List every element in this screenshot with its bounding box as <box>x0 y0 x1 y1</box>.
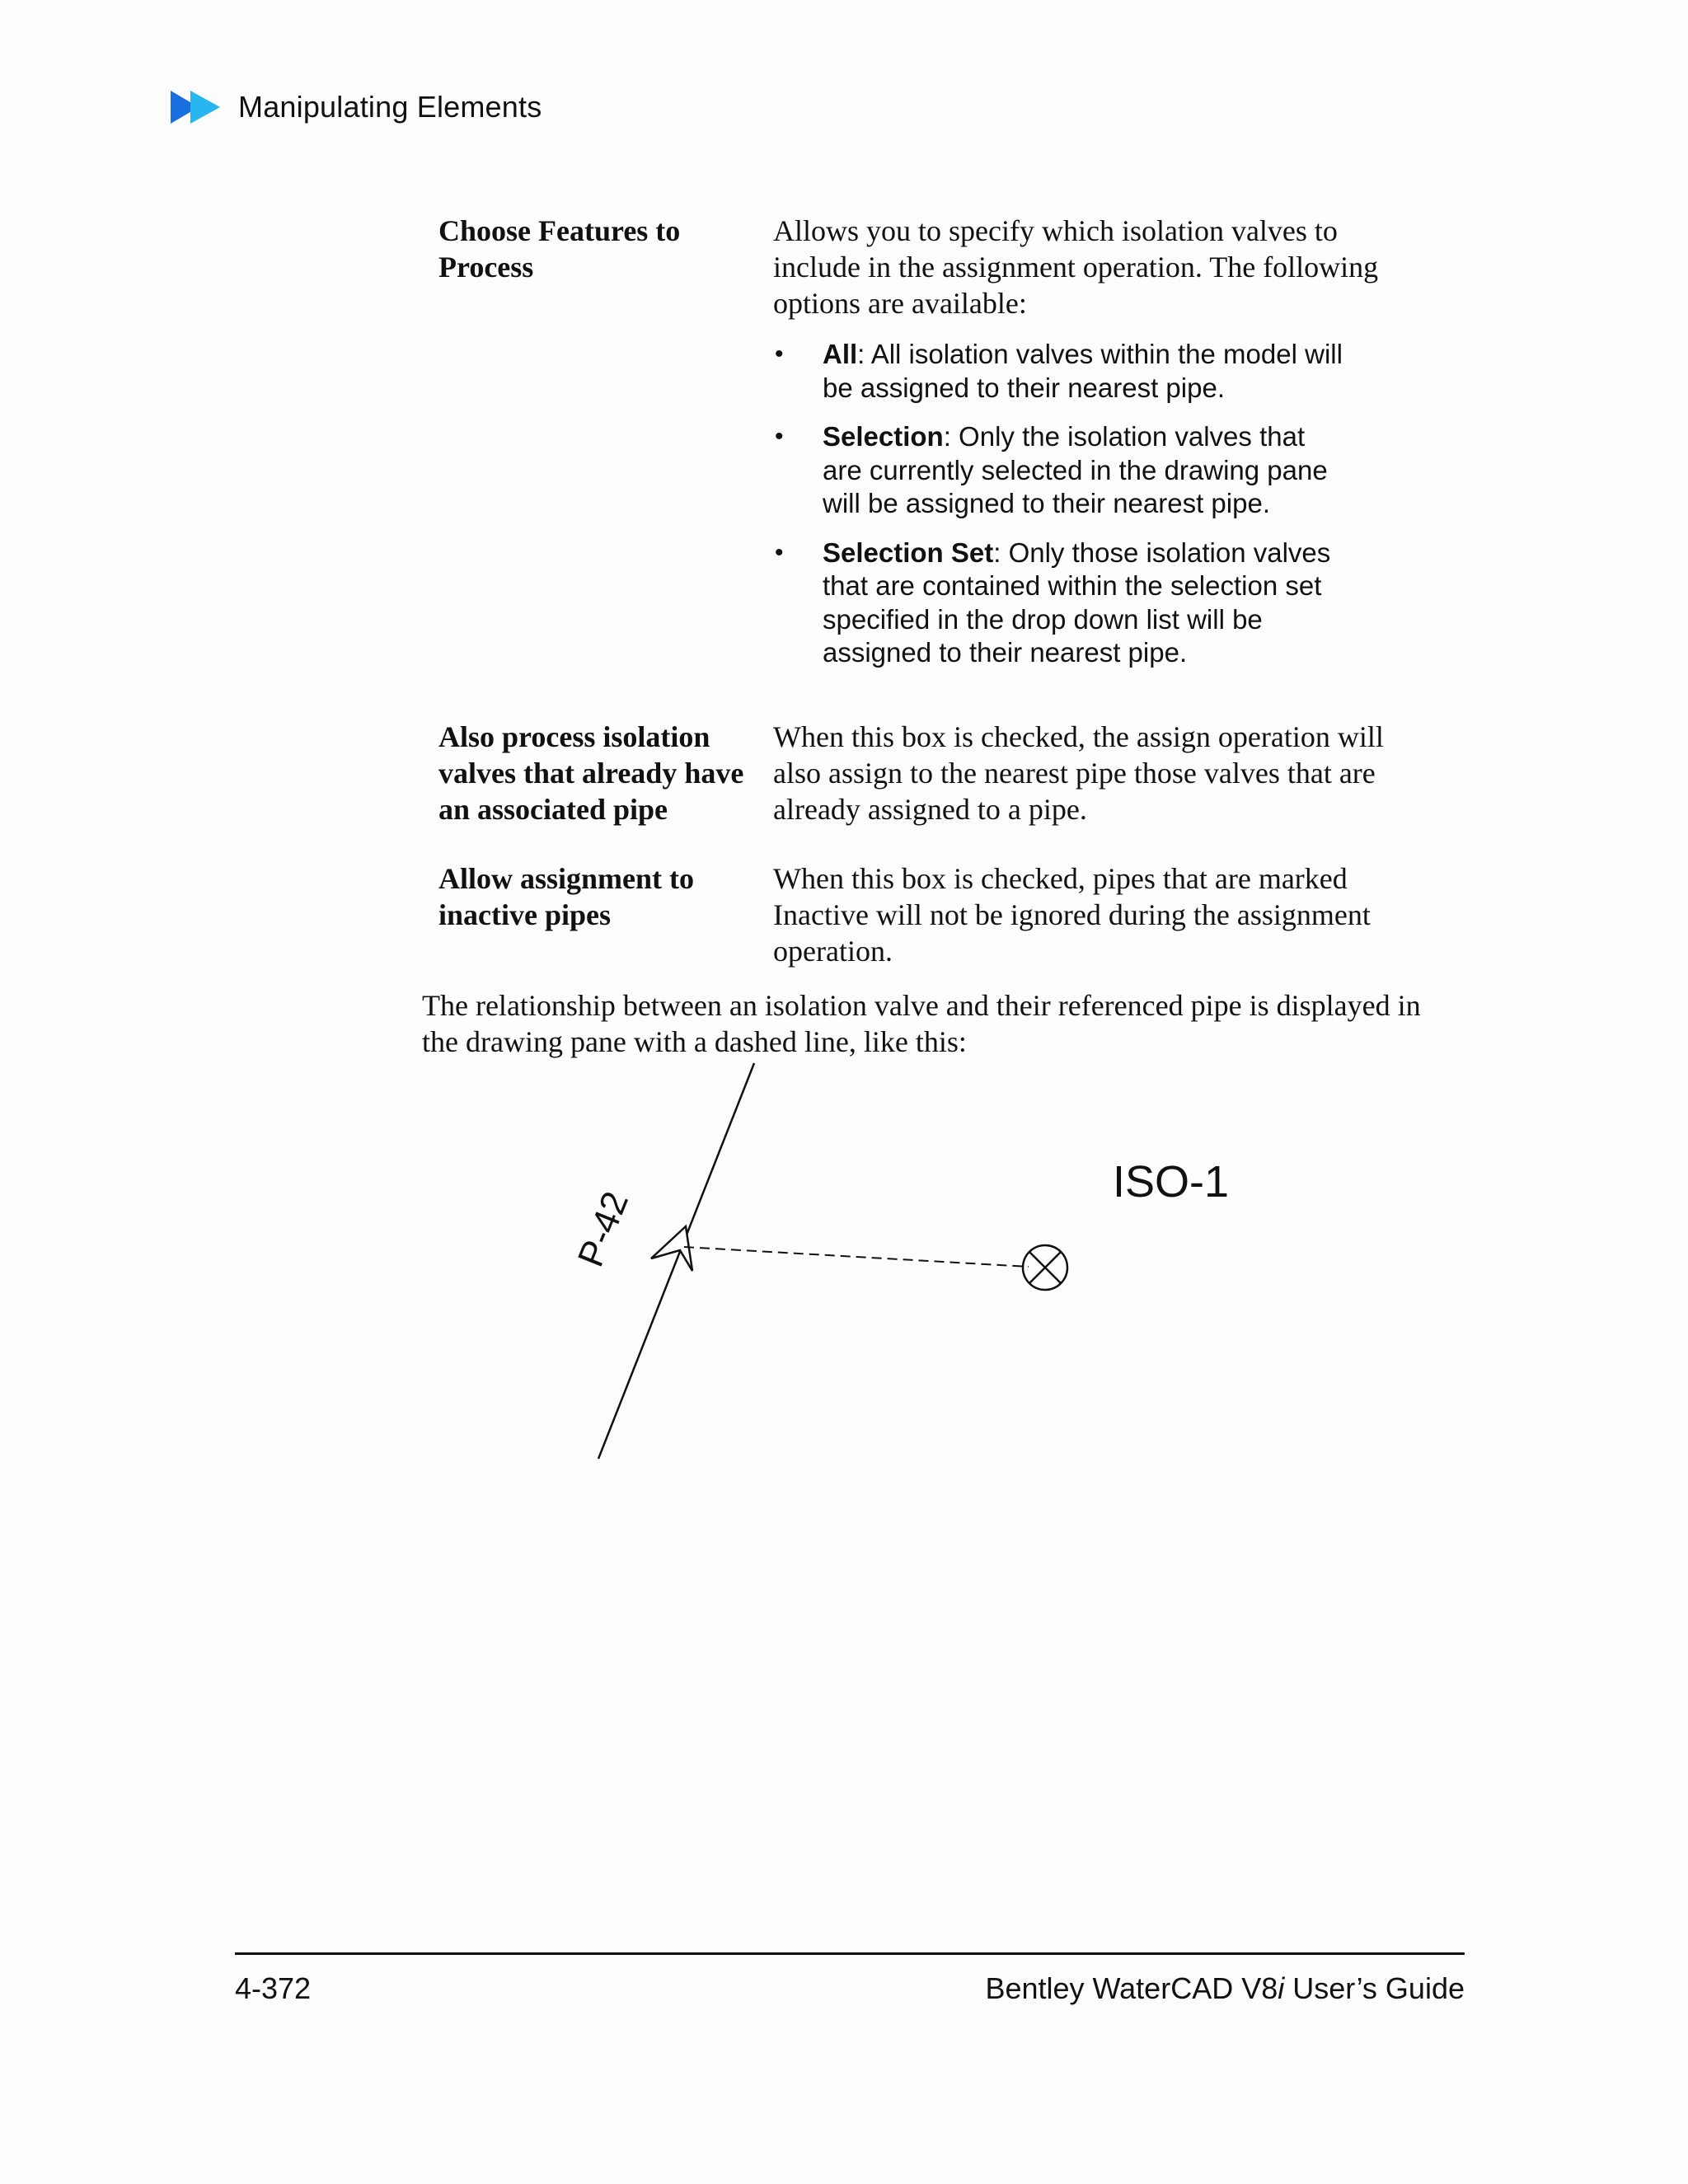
definition-description: When this box is checked, the assign operation will also assign to the nearest pipe those valves that are already assigned to a pipe. <box>773 719 1384 826</box>
definition-row <box>438 719 1386 860</box>
isolation-valve-icon <box>1023 1245 1067 1290</box>
definition-row <box>438 860 1386 969</box>
valve-label: ISO-1 <box>1113 1157 1230 1207</box>
definition-text: Allows you to specify which isolation valves to include in the assignment operation. The following options are available: <box>773 214 1379 320</box>
option-name: Selection Set <box>823 537 994 568</box>
definition-term: Choose Features to Process <box>438 214 681 284</box>
dashed-reference-line <box>684 1247 1029 1267</box>
page-number: 4-372 <box>235 1971 312 2005</box>
valve-pipe-diagram <box>560 1059 1261 1463</box>
body-paragraph: The relationship between an isolation valve and their referenced pipe is displayed in the drawing pane with a dashed line, like this: <box>422 989 1421 1058</box>
definition-description <box>773 213 1386 719</box>
page-header <box>169 89 542 125</box>
option-item <box>773 338 1350 405</box>
guide-title-suffix: User’s Guide <box>1284 1971 1465 2005</box>
guide-title-italic: i <box>1278 1971 1285 2005</box>
option-text: : Only those isolation valves that are contained within the selection set specified in the drop down list will be assigned to their nearest pipe. <box>823 537 1331 668</box>
option-name: Selection <box>823 421 944 452</box>
pipe-line <box>598 1063 754 1459</box>
guide-title <box>985 1971 1465 2006</box>
pipe-arrow-icon <box>651 1226 692 1271</box>
section-title: Manipulating Elements <box>238 90 542 124</box>
option-text: : All isolation valves within the model will be assigned to their nearest pipe. <box>823 339 1343 403</box>
option-text: : Only the isolation valves that are currently selected in the drawing pane will be assigned to their nearest pipe. <box>823 421 1328 518</box>
option-list <box>773 338 1386 670</box>
bullet-icon: • <box>775 423 784 450</box>
definition-term: Allow assignment to inactive pipes <box>438 861 695 931</box>
definition-description: When this box is checked, pipes that are marked Inactive will not be ignored during the assignment operation. <box>773 861 1371 968</box>
definition-term: Also process isolation valves that already have an associated pipe <box>438 719 744 826</box>
footer-divider <box>235 1952 1465 1955</box>
double-chevron-right-icon <box>169 89 222 125</box>
bullet-icon: • <box>775 538 784 566</box>
pipe-label: P-42 <box>570 1186 637 1272</box>
guide-title-prefix: Bentley WaterCAD V8 <box>985 1971 1278 2005</box>
option-item <box>773 420 1350 521</box>
option-item <box>773 537 1350 670</box>
bullet-icon: • <box>775 340 784 368</box>
definition-row <box>438 213 1386 719</box>
option-name: All <box>823 339 858 369</box>
definition-table <box>438 213 1386 969</box>
